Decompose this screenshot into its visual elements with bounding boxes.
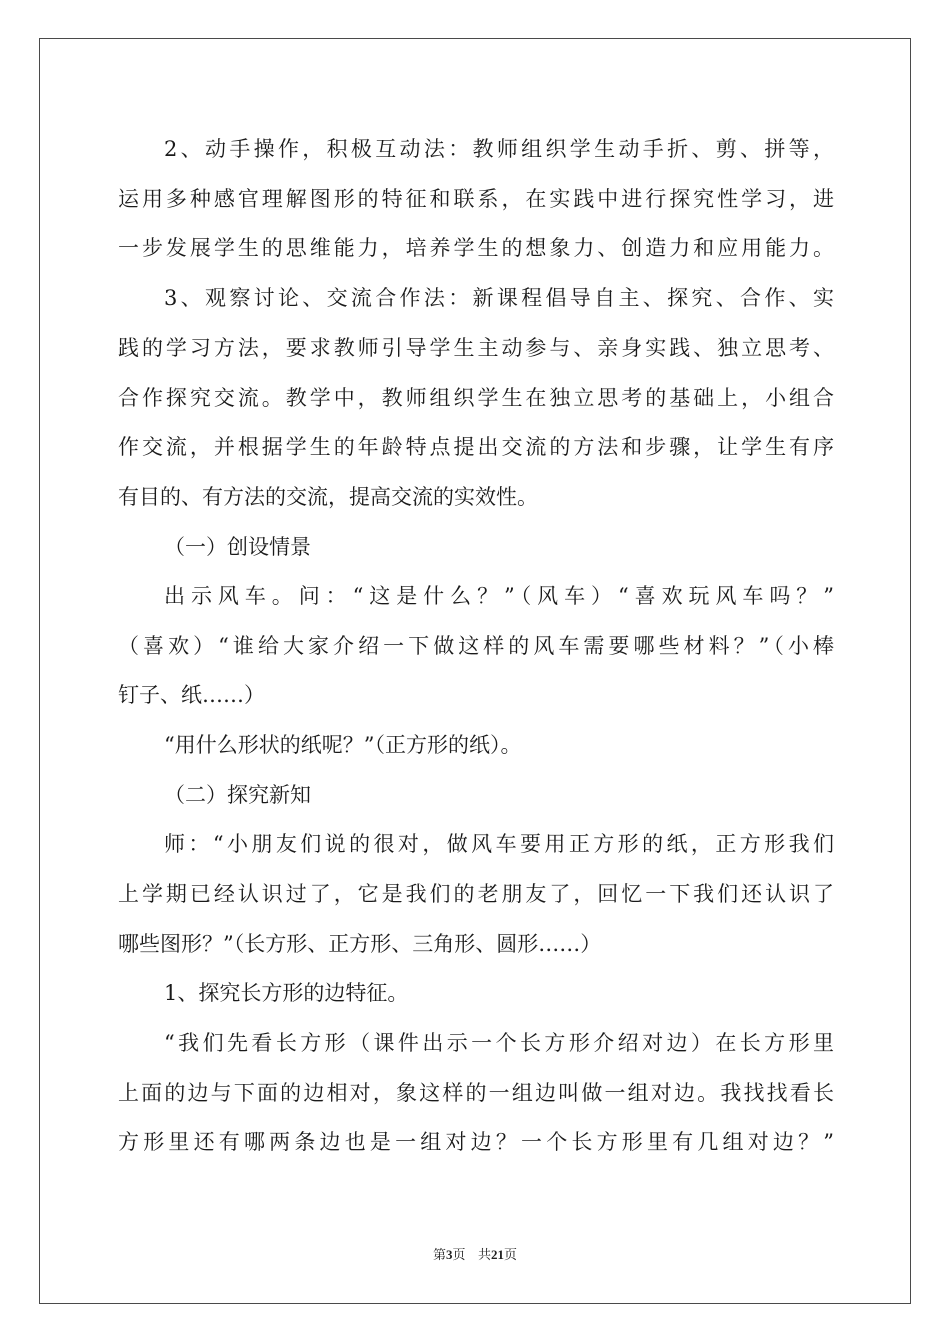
paragraph-line: 1、探究长方形的边特征。 [164, 981, 409, 1005]
paragraph-line: 3、观察讨论、交流合作法：新课程倡导自主、探究、合作、实 [164, 286, 834, 310]
paragraph-line: “我们先看长方形（课件出示一个长方形介绍对边）在长方形里 [164, 1031, 834, 1055]
paragraph-line: 作交流，并根据学生的年龄特点提出交流的方法和步骤，让学生有序 [118, 435, 834, 459]
paragraph-line: 钉子、纸……） [118, 683, 265, 707]
footer-page-suffix: 页 [452, 1248, 466, 1263]
paragraph-line: 哪些图形？”（长方形、正方形、三角形、圆形……） [118, 932, 602, 956]
paragraph-line: 方形里还有哪两条边也是一组对边？一个长方形里有几组对边？” [118, 1130, 834, 1154]
total-page-number: 21 [490, 1247, 504, 1262]
paragraph-line: 师：“小朋友们说的很对，做风车要用正方形的纸，正方形我们 [164, 832, 834, 856]
paragraph-line: 合作探究交流。教学中，教师组织学生在独立思考的基础上，小组合 [118, 386, 834, 410]
paragraph-line: 有目的、有方法的交流，提高交流的实效性。 [118, 485, 538, 509]
page-footer [0, 1244, 950, 1263]
footer-total-suffix: 页 [503, 1248, 517, 1263]
paragraph-line: 运用多种感官理解图形的特征和联系，在实践中进行探究性学习，进 [118, 187, 834, 211]
section-heading: （一）创设情景 [164, 535, 311, 559]
paragraph-line: “用什么形状的纸呢？”（正方形的纸）。 [164, 733, 522, 757]
paragraph-line: 出示风车。问：“这是什么？”（风车）“喜欢玩风车吗？” [164, 584, 834, 608]
paragraph-line: （喜欢）“谁给大家介绍一下做这样的风车需要哪些材料？”（小棒 [118, 634, 834, 658]
paragraph-line: 上学期已经认识过了，它是我们的老朋友了，回忆一下我们还认识了 [118, 882, 834, 906]
footer-prefix: 第 [433, 1248, 447, 1263]
current-page-number: 3 [446, 1247, 453, 1262]
paragraph-line: 2、动手操作，积极互动法：教师组织学生动手折、剪、拼等， [164, 137, 834, 161]
paragraph-line: 一步发展学生的思维能力，培养学生的想象力、创造力和应用能力。 [118, 236, 834, 260]
footer-total-prefix: 共 [477, 1248, 491, 1263]
paragraph-line: 上面的边与下面的边相对，象这样的一组边叫做一组对边。我找找看长 [118, 1081, 834, 1105]
paragraph-line: 践的学习方法，要求教师引导学生主动参与、亲身实践、独立思考、 [118, 336, 834, 360]
section-heading: （二）探究新知 [164, 783, 311, 807]
